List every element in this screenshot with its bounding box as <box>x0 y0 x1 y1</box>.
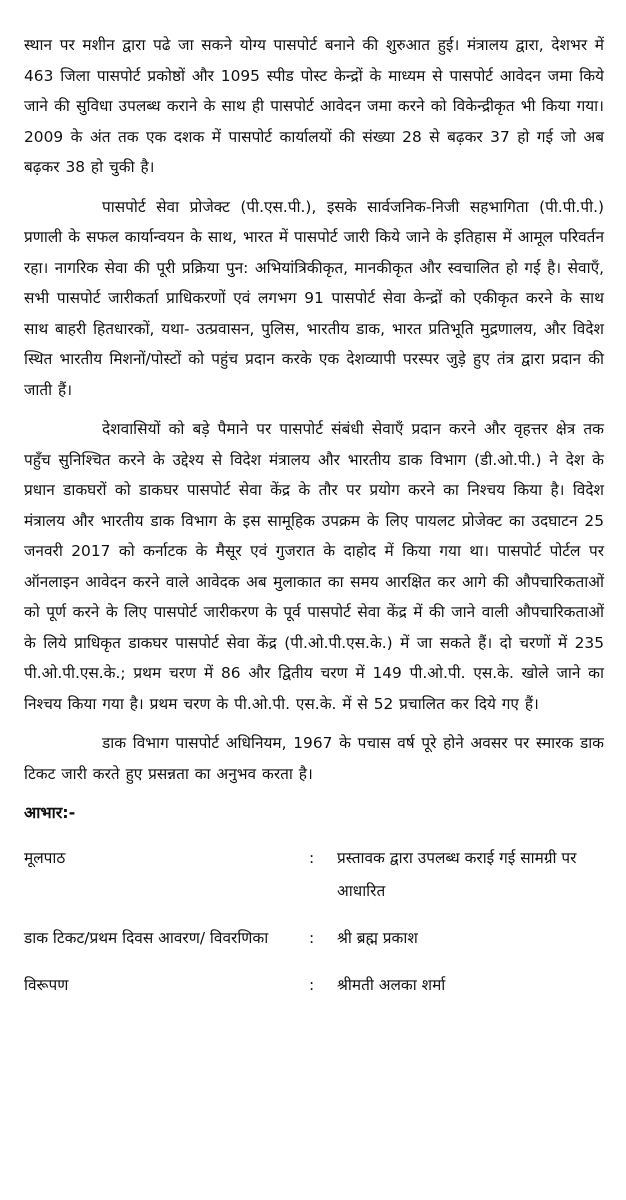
acknowledgement-separator: : <box>309 976 315 994</box>
acknowledgement-heading: आभार:- <box>24 803 76 822</box>
paragraph-2: पासपोर्ट सेवा प्रोजेक्ट (पी.एस.पी.), इसके सार्वजनिक-निजी सहभागिता (पी.पी.पी.) प्रणाली के सफल कार्यान्वयन के साथ, भारत में पासपोर्ट जारी किये जाने के इतिहास में आमूल परिवर्तन रहा। नागरिक सेवा की पूरी प्रक्रिया पुन: अभियांत्रिकीकृत, मानकीकृत और स्वचालित हो गई है। सेवाएँ, सभी पासपोर्ट जारीकर्ता प्राधिकरणों एवं लगभग 91 पासपोर्ट सेवा केन्द्रों को एकीकृत करने के साथ साथ बाहरी हितधारकों, यथा- उत्प्रवासन, पुलिस, भारतीय डाक, भारत प्रतिभूति मुद्रणालय, और विदेश स्थित भारतीय मिशनों/पोस्टों को पहुंच प्रदान करके एक देशव्यापी परस्पर जुड़े हुए तंत्र द्वारा प्रदान की जाती हैं। <box>24 197 604 399</box>
acknowledgement-row <box>24 842 604 922</box>
paragraph-4: डाक विभाग पासपोर्ट अधिनियम, 1967 के पचास वर्ष पूरे होने अवसर पर स्मारक डाक टिकट जारी करते हुए प्रसन्नता का अनुभव करता है। <box>24 734 604 783</box>
acknowledgement-value: श्रीमती अलका शर्मा <box>337 976 446 994</box>
acknowledgement-label: मूलपाठ <box>24 849 66 867</box>
paragraph-3: देशवासियों को बड़े पैमाने पर पासपोर्ट संबंधी सेवाएँ प्रदान करने और वृहत्तर क्षेत्र तक पहुँच सुनिश्चित करने के उद्देश्य से विदेश मंत्रालय और भारतीय डाक विभाग (डी.ओ.पी.) ने देश के प्रधान डाकघरों को डाकघर पासपोर्ट सेवा केंद्र के तौर पर प्रयोग करने का निश्चय किया है। विदेश मंत्रालय और भारतीय डाक विभाग के इस सामूहिक उपक्रम के लिए पायलट प्रोजेक्ट का उदघाटन 25 जनवरी 2017 को कर्नाटक के मैसूर एवं गुजरात के दाहोद में किया गया था। पासपोर्ट पोर्टल पर ऑनलाइन आवेदन करने वाले आवेदक अब मुलाकात का समय आरक्षित कर आगे की औपचारिकताओं को पूर्ण करने के लिए पासपोर्ट जारीकरण के पूर्व पासपोर्ट सेवा केंद्र में की जाने वाली औपचारिकताओं के लिये प्राधिकृत डाकघर पासपोर्ट सेवा केंद्र (पी.ओ.पी.एस.के.) में जा सकते हैं। दो चरणों में 235 पी.ओ.पी.एस.के.; प्रथम चरण में 86 और द्वितीय चरण में 149 पी.ओ.पी. एस.के. खोले जाने का निश्चय किया गया है। प्रथम चरण के पी.ओ.पी. एस.के. में से 52 प्रचालित कर दिये गए हैं। <box>24 420 604 713</box>
acknowledgement-separator: : <box>309 929 315 947</box>
acknowledgement-separator: : <box>309 849 315 867</box>
acknowledgement-row <box>24 922 604 969</box>
acknowledgement-label: डाक टिकट/प्रथम दिवस आवरण/ विवरणिका <box>24 929 269 947</box>
paragraph-1: स्थान पर मशीन द्वारा पढे जा सकने योग्य पासपोर्ट बनाने की शुरुआत हुई। मंत्रालय द्वारा, देशभर में 463 जिला पासपोर्ट प्रकोष्ठों और 1095 स्पीड पोस्ट केन्द्रों के माध्यम से पासपोर्ट आवेदन जमा किये जाने की सुविधा उपलब्ध कराने के साथ ही पासपोर्ट आवेदन जमा करने को विकेन्द्रीकृत भी किया गया। 2009 के अंत तक एक दशक में पासपोर्ट कार्यालयों की संख्या 28 से बढ़कर 37 हो गई जो अब बढ़कर 38 हो चुकी है। <box>24 36 604 176</box>
acknowledgement-table <box>24 842 604 1016</box>
acknowledgement-row <box>24 969 604 1016</box>
acknowledgement-label: विरूपण <box>24 976 69 994</box>
acknowledgement-value: श्री ब्रह्म प्रकाश <box>337 929 418 947</box>
acknowledgement-value: प्रस्तावक द्वारा उपलब्ध कराई गई सामग्री पर आधारित <box>337 849 577 900</box>
